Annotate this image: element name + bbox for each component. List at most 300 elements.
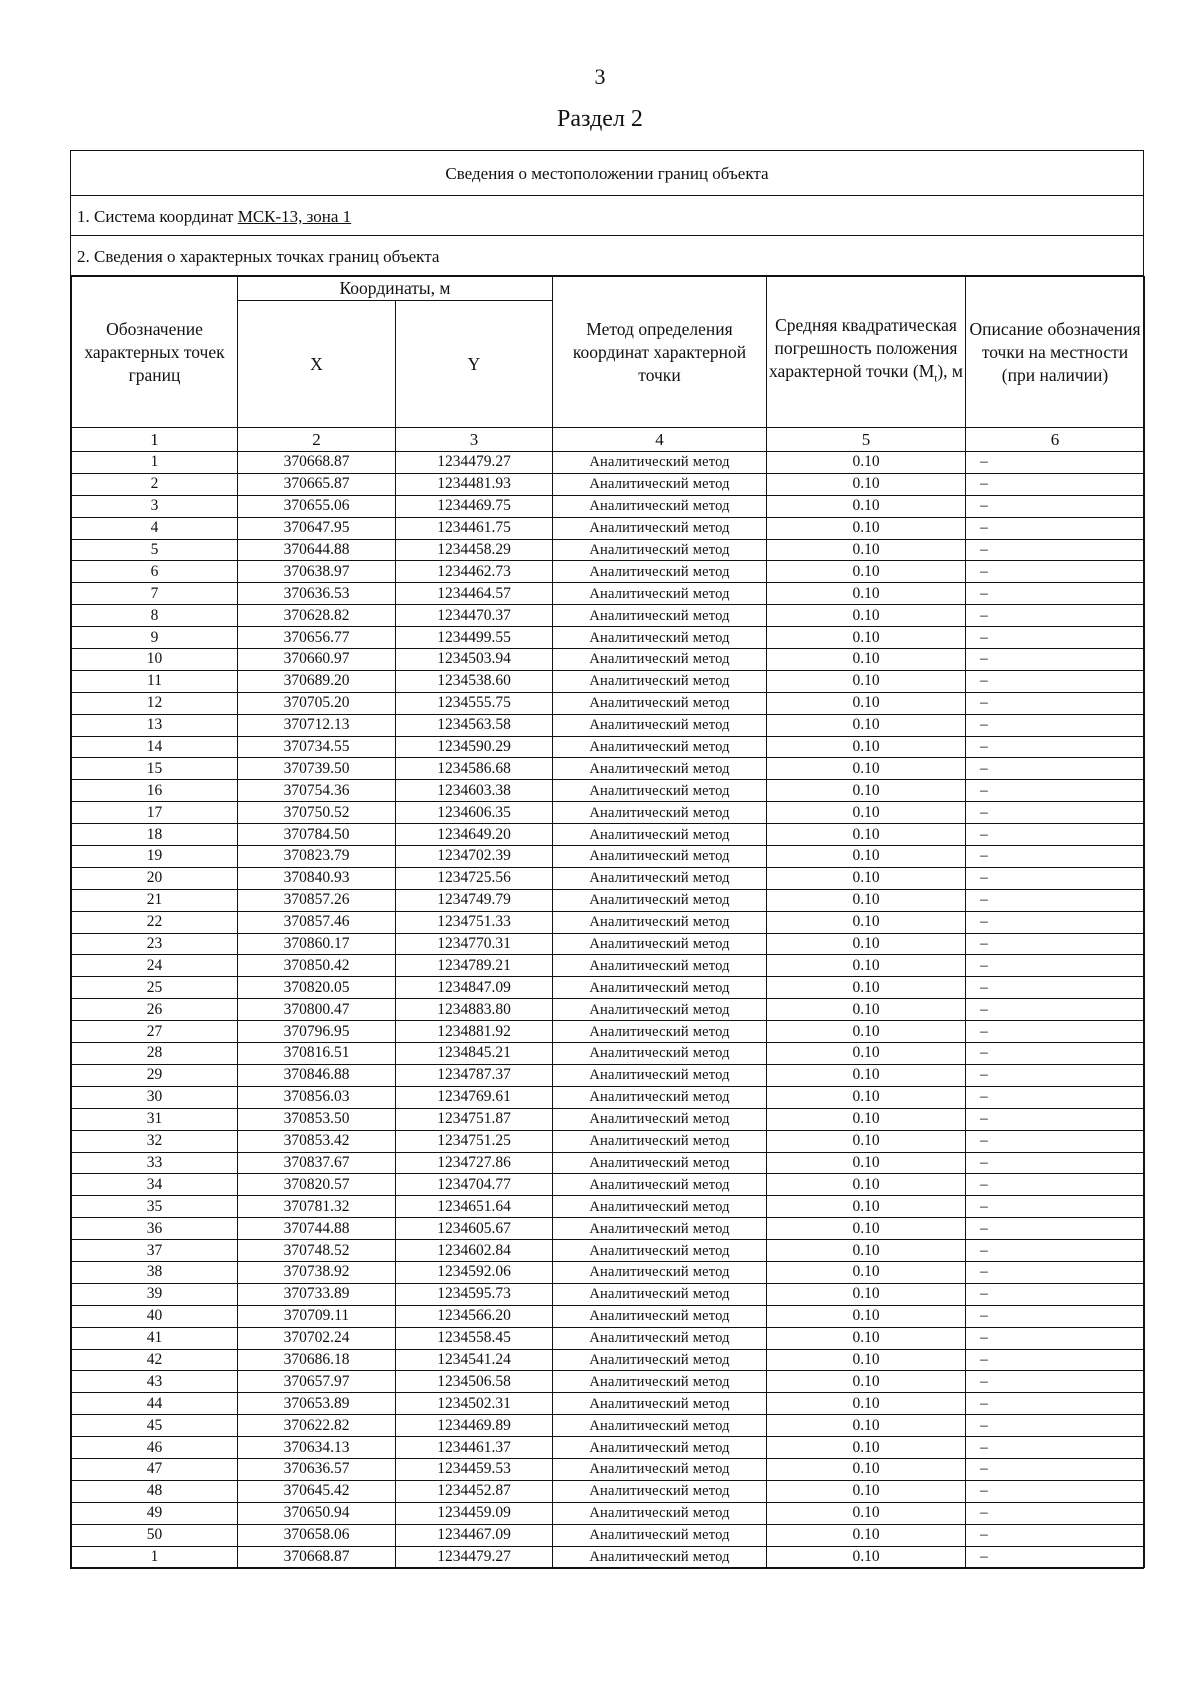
point-number: 50 xyxy=(72,1524,238,1546)
accuracy: 0.10 xyxy=(767,452,966,474)
table-row xyxy=(72,802,1145,824)
point-number: 40 xyxy=(72,1305,238,1327)
boundary-info-block xyxy=(70,150,1144,1569)
accuracy: 0.10 xyxy=(767,1524,966,1546)
y-coordinate: 1234847.09 xyxy=(396,977,553,999)
y-coordinate: 1234461.75 xyxy=(396,517,553,539)
y-coordinate: 1234725.56 xyxy=(396,867,553,889)
accuracy: 0.10 xyxy=(767,1108,966,1130)
accuracy: 0.10 xyxy=(767,714,966,736)
accuracy: 0.10 xyxy=(767,1327,966,1349)
description: – xyxy=(966,649,1145,671)
table-row xyxy=(72,692,1145,714)
point-number: 49 xyxy=(72,1502,238,1524)
accuracy: 0.10 xyxy=(767,1415,966,1437)
table-row xyxy=(72,846,1145,868)
table-row xyxy=(72,933,1145,955)
table-row xyxy=(72,670,1145,692)
point-number: 7 xyxy=(72,583,238,605)
point-number: 12 xyxy=(72,692,238,714)
x-coordinate: 370856.03 xyxy=(238,1086,396,1108)
description: – xyxy=(966,802,1145,824)
section-title: Раздел 2 xyxy=(557,106,643,132)
x-coordinate: 370857.26 xyxy=(238,889,396,911)
x-coordinate: 370853.42 xyxy=(238,1130,396,1152)
y-coordinate: 1234470.37 xyxy=(396,605,553,627)
description: – xyxy=(966,583,1145,605)
column-number: 3 xyxy=(396,428,553,452)
x-coordinate: 370668.87 xyxy=(238,1546,396,1568)
table-row xyxy=(72,1546,1145,1568)
method: Аналитический метод xyxy=(553,1502,767,1524)
point-number: 31 xyxy=(72,1108,238,1130)
method: Аналитический метод xyxy=(553,561,767,583)
x-coordinate: 370636.53 xyxy=(238,583,396,605)
table-row xyxy=(72,473,1145,495)
y-coordinate: 1234481.93 xyxy=(396,473,553,495)
y-coordinate: 1234538.60 xyxy=(396,670,553,692)
point-number: 17 xyxy=(72,802,238,824)
table-row xyxy=(72,1480,1145,1502)
accuracy: 0.10 xyxy=(767,999,966,1021)
accuracy: 0.10 xyxy=(767,583,966,605)
method: Аналитический метод xyxy=(553,1108,767,1130)
y-coordinate: 1234789.21 xyxy=(396,955,553,977)
table-row xyxy=(72,1261,1145,1283)
y-coordinate: 1234499.55 xyxy=(396,627,553,649)
accuracy: 0.10 xyxy=(767,649,966,671)
x-coordinate: 370709.11 xyxy=(238,1305,396,1327)
y-coordinate: 1234555.75 xyxy=(396,692,553,714)
y-coordinate: 1234464.57 xyxy=(396,583,553,605)
x-coordinate: 370702.24 xyxy=(238,1327,396,1349)
x-coordinate: 370712.13 xyxy=(238,714,396,736)
description: – xyxy=(966,1349,1145,1371)
accuracy: 0.10 xyxy=(767,889,966,911)
y-coordinate: 1234506.58 xyxy=(396,1371,553,1393)
method: Аналитический метод xyxy=(553,867,767,889)
accuracy: 0.10 xyxy=(767,758,966,780)
table-row xyxy=(72,649,1145,671)
method: Аналитический метод xyxy=(553,692,767,714)
point-number: 39 xyxy=(72,1283,238,1305)
table-row xyxy=(72,911,1145,933)
method: Аналитический метод xyxy=(553,802,767,824)
x-coordinate: 370656.77 xyxy=(238,627,396,649)
accuracy: 0.10 xyxy=(767,670,966,692)
description: – xyxy=(966,977,1145,999)
point-number: 48 xyxy=(72,1480,238,1502)
accuracy: 0.10 xyxy=(767,824,966,846)
table-row xyxy=(72,1021,1145,1043)
table-row xyxy=(72,999,1145,1021)
x-coordinate: 370634.13 xyxy=(238,1437,396,1459)
table-row xyxy=(72,1218,1145,1240)
method: Аналитический метод xyxy=(553,780,767,802)
y-coordinate: 1234592.06 xyxy=(396,1261,553,1283)
method: Аналитический метод xyxy=(553,1480,767,1502)
description: – xyxy=(966,1502,1145,1524)
x-coordinate: 370823.79 xyxy=(238,846,396,868)
accuracy: 0.10 xyxy=(767,561,966,583)
description: – xyxy=(966,561,1145,583)
description: – xyxy=(966,1130,1145,1152)
method: Аналитический метод xyxy=(553,1218,767,1240)
method: Аналитический метод xyxy=(553,758,767,780)
y-coordinate: 1234649.20 xyxy=(396,824,553,846)
y-coordinate: 1234749.79 xyxy=(396,889,553,911)
description: – xyxy=(966,1261,1145,1283)
points-table xyxy=(71,276,1145,1568)
description: – xyxy=(966,1458,1145,1480)
description: – xyxy=(966,670,1145,692)
accuracy: 0.10 xyxy=(767,911,966,933)
method: Аналитический метод xyxy=(553,1524,767,1546)
accuracy: 0.10 xyxy=(767,473,966,495)
point-number: 28 xyxy=(72,1043,238,1065)
y-coordinate: 1234541.24 xyxy=(396,1349,553,1371)
description: – xyxy=(966,889,1145,911)
point-number: 1 xyxy=(72,1546,238,1568)
method: Аналитический метод xyxy=(553,1458,767,1480)
description: – xyxy=(966,736,1145,758)
point-number: 44 xyxy=(72,1393,238,1415)
table-row xyxy=(72,758,1145,780)
method: Аналитический метод xyxy=(553,517,767,539)
accuracy: 0.10 xyxy=(767,1371,966,1393)
accuracy: 0.10 xyxy=(767,1502,966,1524)
y-coordinate: 1234702.39 xyxy=(396,846,553,868)
accuracy: 0.10 xyxy=(767,1021,966,1043)
table-row xyxy=(72,1415,1145,1437)
header-x: X xyxy=(238,301,396,428)
y-coordinate: 1234467.09 xyxy=(396,1524,553,1546)
column-number: 6 xyxy=(966,428,1145,452)
coordinate-system-value: МСК-13, зона 1 xyxy=(237,207,352,226)
accuracy: 0.10 xyxy=(767,539,966,561)
x-coordinate: 370628.82 xyxy=(238,605,396,627)
point-number: 15 xyxy=(72,758,238,780)
x-coordinate: 370796.95 xyxy=(238,1021,396,1043)
point-number: 22 xyxy=(72,911,238,933)
x-coordinate: 370850.42 xyxy=(238,955,396,977)
x-coordinate: 370653.89 xyxy=(238,1393,396,1415)
table-row xyxy=(72,1240,1145,1262)
accuracy: 0.10 xyxy=(767,1458,966,1480)
x-coordinate: 370734.55 xyxy=(238,736,396,758)
x-coordinate: 370636.57 xyxy=(238,1458,396,1480)
table-row xyxy=(72,1305,1145,1327)
table-row xyxy=(72,1458,1145,1480)
description: – xyxy=(966,1174,1145,1196)
method: Аналитический метод xyxy=(553,1043,767,1065)
table-row xyxy=(72,1437,1145,1459)
column-number: 4 xyxy=(553,428,767,452)
y-coordinate: 1234459.53 xyxy=(396,1458,553,1480)
point-number: 2 xyxy=(72,473,238,495)
method: Аналитический метод xyxy=(553,452,767,474)
x-coordinate: 370754.36 xyxy=(238,780,396,802)
description: – xyxy=(966,495,1145,517)
point-number: 24 xyxy=(72,955,238,977)
y-coordinate: 1234479.27 xyxy=(396,1546,553,1568)
column-number: 2 xyxy=(238,428,396,452)
x-coordinate: 370744.88 xyxy=(238,1218,396,1240)
point-number: 20 xyxy=(72,867,238,889)
point-number: 34 xyxy=(72,1174,238,1196)
method: Аналитический метод xyxy=(553,911,767,933)
method: Аналитический метод xyxy=(553,999,767,1021)
table-row xyxy=(72,736,1145,758)
x-coordinate: 370668.87 xyxy=(238,452,396,474)
accuracy: 0.10 xyxy=(767,495,966,517)
x-coordinate: 370738.92 xyxy=(238,1261,396,1283)
y-coordinate: 1234603.38 xyxy=(396,780,553,802)
y-coordinate: 1234751.33 xyxy=(396,911,553,933)
description: – xyxy=(966,1108,1145,1130)
x-coordinate: 370846.88 xyxy=(238,1064,396,1086)
accuracy: 0.10 xyxy=(767,955,966,977)
point-number: 1 xyxy=(72,452,238,474)
y-coordinate: 1234590.29 xyxy=(396,736,553,758)
description: – xyxy=(966,452,1145,474)
x-coordinate: 370853.50 xyxy=(238,1108,396,1130)
point-number: 23 xyxy=(72,933,238,955)
accuracy: 0.10 xyxy=(767,692,966,714)
description: – xyxy=(966,1086,1145,1108)
description: – xyxy=(966,780,1145,802)
method: Аналитический метод xyxy=(553,736,767,758)
point-number: 46 xyxy=(72,1437,238,1459)
method: Аналитический метод xyxy=(553,1415,767,1437)
point-number: 21 xyxy=(72,889,238,911)
y-coordinate: 1234704.77 xyxy=(396,1174,553,1196)
points-table-body xyxy=(72,452,1145,1568)
table-row xyxy=(72,1502,1145,1524)
method: Аналитический метод xyxy=(553,1546,767,1568)
point-number: 43 xyxy=(72,1371,238,1393)
method: Аналитический метод xyxy=(553,1196,767,1218)
point-number: 6 xyxy=(72,561,238,583)
method: Аналитический метод xyxy=(553,1152,767,1174)
table-row xyxy=(72,1349,1145,1371)
x-coordinate: 370645.42 xyxy=(238,1480,396,1502)
method: Аналитический метод xyxy=(553,1371,767,1393)
accuracy: 0.10 xyxy=(767,1261,966,1283)
description: – xyxy=(966,1480,1145,1502)
accuracy: 0.10 xyxy=(767,517,966,539)
x-coordinate: 370658.06 xyxy=(238,1524,396,1546)
description: – xyxy=(966,1415,1145,1437)
description: – xyxy=(966,1524,1145,1546)
coordinate-system-label: 1. Система координат xyxy=(77,207,238,226)
x-coordinate: 370647.95 xyxy=(238,517,396,539)
y-coordinate: 1234606.35 xyxy=(396,802,553,824)
method: Аналитический метод xyxy=(553,1349,767,1371)
x-coordinate: 370655.06 xyxy=(238,495,396,517)
x-coordinate: 370644.88 xyxy=(238,539,396,561)
method: Аналитический метод xyxy=(553,889,767,911)
point-number: 42 xyxy=(72,1349,238,1371)
table-row xyxy=(72,1393,1145,1415)
table-row xyxy=(72,1327,1145,1349)
y-coordinate: 1234458.29 xyxy=(396,539,553,561)
y-coordinate: 1234469.75 xyxy=(396,495,553,517)
description: – xyxy=(966,911,1145,933)
description: – xyxy=(966,1283,1145,1305)
point-number: 11 xyxy=(72,670,238,692)
y-coordinate: 1234461.37 xyxy=(396,1437,553,1459)
accuracy: 0.10 xyxy=(767,1305,966,1327)
point-number: 33 xyxy=(72,1152,238,1174)
y-coordinate: 1234459.09 xyxy=(396,1502,553,1524)
x-coordinate: 370657.97 xyxy=(238,1371,396,1393)
method: Аналитический метод xyxy=(553,1261,767,1283)
method: Аналитический метод xyxy=(553,1240,767,1262)
header-designation: Обозначение характерных точек границ xyxy=(72,277,238,428)
y-coordinate: 1234586.68 xyxy=(396,758,553,780)
table-row xyxy=(72,1371,1145,1393)
accuracy: 0.10 xyxy=(767,867,966,889)
point-number: 13 xyxy=(72,714,238,736)
point-number: 37 xyxy=(72,1240,238,1262)
point-number: 8 xyxy=(72,605,238,627)
method: Аналитический метод xyxy=(553,1064,767,1086)
description: – xyxy=(966,824,1145,846)
accuracy: 0.10 xyxy=(767,1086,966,1108)
y-coordinate: 1234566.20 xyxy=(396,1305,553,1327)
header-y: Y xyxy=(396,301,553,428)
y-coordinate: 1234651.64 xyxy=(396,1196,553,1218)
description: – xyxy=(966,605,1145,627)
accuracy: 0.10 xyxy=(767,1283,966,1305)
table-row xyxy=(72,1086,1145,1108)
table-row xyxy=(72,1283,1145,1305)
y-coordinate: 1234883.80 xyxy=(396,999,553,1021)
y-coordinate: 1234787.37 xyxy=(396,1064,553,1086)
method: Аналитический метод xyxy=(553,1437,767,1459)
description: – xyxy=(966,758,1145,780)
table-row xyxy=(72,627,1145,649)
header-accuracy: Средняя квадратическая погрешность положения характерной точки $(M_t)$, м xyxy=(767,277,966,428)
method: Аналитический метод xyxy=(553,1283,767,1305)
method: Аналитический метод xyxy=(553,495,767,517)
table-row xyxy=(72,977,1145,999)
y-coordinate: 1234558.45 xyxy=(396,1327,553,1349)
header-coordinates: Координаты, м xyxy=(238,277,553,301)
point-number: 26 xyxy=(72,999,238,1021)
accuracy: 0.10 xyxy=(767,1174,966,1196)
accuracy: 0.10 xyxy=(767,977,966,999)
column-number: 1 xyxy=(72,428,238,452)
method: Аналитический метод xyxy=(553,627,767,649)
y-coordinate: 1234462.73 xyxy=(396,561,553,583)
point-number: 47 xyxy=(72,1458,238,1480)
description: – xyxy=(966,473,1145,495)
accuracy: 0.10 xyxy=(767,846,966,868)
description: – xyxy=(966,846,1145,868)
method: Аналитический метод xyxy=(553,1130,767,1152)
x-coordinate: 370816.51 xyxy=(238,1043,396,1065)
y-coordinate: 1234770.31 xyxy=(396,933,553,955)
column-number: 5 xyxy=(767,428,966,452)
method: Аналитический метод xyxy=(553,955,767,977)
accuracy: 0.10 xyxy=(767,802,966,824)
method: Аналитический метод xyxy=(553,473,767,495)
table-row xyxy=(72,889,1145,911)
description: – xyxy=(966,867,1145,889)
x-coordinate: 370800.47 xyxy=(238,999,396,1021)
accuracy: 0.10 xyxy=(767,1240,966,1262)
y-coordinate: 1234503.94 xyxy=(396,649,553,671)
table-row xyxy=(72,452,1145,474)
y-coordinate: 1234469.89 xyxy=(396,1415,553,1437)
description: – xyxy=(966,933,1145,955)
point-number: 19 xyxy=(72,846,238,868)
description: – xyxy=(966,1021,1145,1043)
coordinate-system-line xyxy=(71,196,1143,236)
table-row xyxy=(72,780,1145,802)
accuracy: 0.10 xyxy=(767,1546,966,1568)
method: Аналитический метод xyxy=(553,1327,767,1349)
method: Аналитический метод xyxy=(553,1174,767,1196)
method: Аналитический метод xyxy=(553,1305,767,1327)
accuracy: 0.10 xyxy=(767,1437,966,1459)
x-coordinate: 370739.50 xyxy=(238,758,396,780)
method: Аналитический метод xyxy=(553,1393,767,1415)
accuracy: 0.10 xyxy=(767,1349,966,1371)
description: – xyxy=(966,1240,1145,1262)
y-coordinate: 1234479.27 xyxy=(396,452,553,474)
table-row xyxy=(72,1524,1145,1546)
y-coordinate: 1234751.25 xyxy=(396,1130,553,1152)
method: Аналитический метод xyxy=(553,649,767,671)
table-row xyxy=(72,1043,1145,1065)
accuracy: 0.10 xyxy=(767,1064,966,1086)
table-row xyxy=(72,824,1145,846)
description: – xyxy=(966,999,1145,1021)
table-row xyxy=(72,561,1145,583)
point-number: 35 xyxy=(72,1196,238,1218)
point-number: 18 xyxy=(72,824,238,846)
table-row xyxy=(72,714,1145,736)
accuracy: 0.10 xyxy=(767,933,966,955)
accuracy: 0.10 xyxy=(767,627,966,649)
table-row xyxy=(72,867,1145,889)
point-number: 45 xyxy=(72,1415,238,1437)
accuracy: 0.10 xyxy=(767,1480,966,1502)
description: – xyxy=(966,1305,1145,1327)
page-number: 3 xyxy=(594,64,606,89)
method: Аналитический метод xyxy=(553,933,767,955)
method: Аналитический метод xyxy=(553,846,767,868)
point-number: 10 xyxy=(72,649,238,671)
method: Аналитический метод xyxy=(553,824,767,846)
x-coordinate: 370665.87 xyxy=(238,473,396,495)
table-row xyxy=(72,1196,1145,1218)
x-coordinate: 370820.05 xyxy=(238,977,396,999)
method: Аналитический метод xyxy=(553,1086,767,1108)
x-coordinate: 370781.32 xyxy=(238,1196,396,1218)
y-coordinate: 1234751.87 xyxy=(396,1108,553,1130)
x-coordinate: 370860.17 xyxy=(238,933,396,955)
description: – xyxy=(966,1437,1145,1459)
accuracy: 0.10 xyxy=(767,1043,966,1065)
description: – xyxy=(966,627,1145,649)
accuracy: 0.10 xyxy=(767,605,966,627)
description: – xyxy=(966,1043,1145,1065)
method: Аналитический метод xyxy=(553,605,767,627)
